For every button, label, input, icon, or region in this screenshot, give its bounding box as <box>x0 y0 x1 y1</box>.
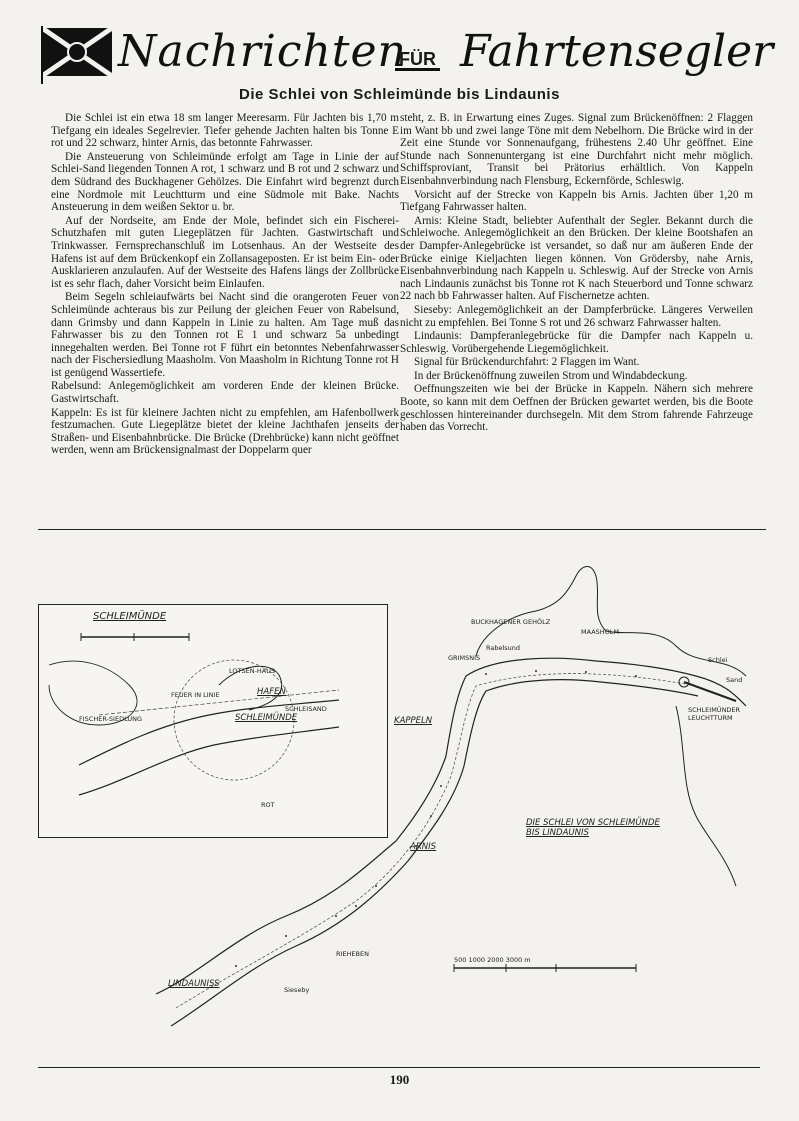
paragraph: Lindaunis: Dampferanlegebrücke für die Dampfer nach Kappeln u. Schleswig. Vorübergehende Liegemöglichkeit. <box>400 330 753 355</box>
map-label-sand: Sand <box>726 676 743 684</box>
map-label-arnis: ARNIS <box>410 842 436 852</box>
paragraph: Oeffnungszeiten wie bei der Brücke in Kappeln. Nähern sich mehrere Boote, so kann mit dem Oeffnen der Brücken gewartet werden, bis die Boote geschlossen hintereinander durchsegeln. Mit dem Strom fahrende Fahrzeuge haben das Vorrecht. <box>400 383 753 434</box>
masthead-title-mid: FÜR <box>395 50 440 71</box>
inset-label-schleimuende: SCHLEIMÜNDE <box>235 713 298 723</box>
inset-map <box>38 604 388 838</box>
paragraph: Vorsicht auf der Strecke von Kappeln bis Arnis. Jachten über 1,20 m Tiefgang Fahrwasser halten. <box>400 188 753 214</box>
map-label-rabelsund: Rabelsund <box>486 644 521 652</box>
paragraph: Signal für Brückendurchfahrt: 2 Flaggen im Want. <box>414 356 640 369</box>
inset-label-lotsenhaus: LOTSEN-HAUS <box>229 667 276 675</box>
masthead <box>40 22 774 92</box>
inset-label-hafen: HAFEN <box>257 687 286 697</box>
text-column-left <box>51 112 399 458</box>
burgee-flag-icon <box>40 22 114 84</box>
page-number: 190 <box>389 1072 410 1087</box>
map-label-kappeln: KAPPELN <box>394 716 433 726</box>
map-title: DIE SCHLEI VON SCHLEIMÜNDE BIS LINDAUNIS <box>526 818 660 838</box>
inset-label-rot: ROT <box>261 801 275 809</box>
paragraph: Auf der Nordseite, am Ende der Mole, befindet sich ein Fischerei-Schutzhafen mit guten Liegeplätzen für Jachten. Gastwirtschaft und Trinkwasser. Fernsprechanschluß im Lotsenhaus. An der Westseite des Hafens ist auf dem Brückenkopf ein Zollansageposten. Er ist beim Ein- oder Ausklarieren anzulaufen. Auf der Westseite des Hafens längs der Zollbrücke ist es sehr flach, daher Vorsicht beim Einlaufen. <box>51 214 399 290</box>
map-label-buckhagen: BUCKHAGENER GEHÖLZ <box>471 618 551 626</box>
article-title: Die Schlei von Schleimünde bis Lindaunis <box>239 86 560 103</box>
map-label-leuchtturm: SCHLEIMÜNDER LEUCHTTURM <box>688 706 741 722</box>
paragraph: Die Schlei ist ein etwa 18 sm langer Meeresarm. Für Jachten bis 1,70 m Tiefgang ein ideales Segelrevier. Tiefer gehende Jachten halten bis Tonne E rot und 22 schwarz, hinter Arnis, das betonnte Fahrwasser. <box>51 112 399 150</box>
map-label-sieseby: Sieseby <box>284 986 310 994</box>
nautical-chart <box>36 556 766 1061</box>
map-label-schlei: Schlei <box>708 656 728 664</box>
paragraph: In der Brückenöffnung zuweilen Strom und Windabdeckung. <box>414 369 688 382</box>
paragraph: Rabelsund: Anlegemöglichkeit am vorderen Ende der kleinen Brücke. Gastwirtschaft. <box>51 380 399 406</box>
masthead-title-left: Nachrichten <box>118 26 407 77</box>
map-scale-label: 500 1000 2000 3000 m <box>454 956 531 964</box>
inset-label-feuer: FEUER IN LINIE <box>171 691 220 699</box>
paragraph: Sieseby: Anlegemöglichkeit an der Dampferbrücke. Längeres Verweilen nicht zu empfehlen. Bei Tonne S rot und 26 schwarz Fahrwasser halten. <box>400 303 753 329</box>
divider-rule <box>38 529 766 530</box>
inset-title: SCHLEIMÜNDE <box>93 611 167 622</box>
inset-label-schleisand: SCHLEISAND <box>285 705 327 713</box>
masthead-title-right: Fahrtensegler <box>460 26 774 77</box>
paragraph: Kappeln: Es ist für kleinere Jachten nicht zu empfehlen, am Hafenbollwerk festzumachen. Gute Liegeplätze bietet der kleine Jachthafen jenseits der Straßen- und Eisenbahnbrücke. Die Brücke (Drehbrücke) kann nicht geöffnet werden, wenn am Brückensignalmast der Doppelarm quer <box>51 406 399 457</box>
text-column-right <box>400 112 753 435</box>
paragraph: steht, z. B. in Erwartung eines Zuges. Signal zum Brückenöffnen: 2 Flaggen im Want bb und zwei lange Töne mit dem Nebelhorn. Die Brücke wird in der Zeit eine Stunde vor Sonnenaufgang, frühestens 2.40 Uhr geöffnet. Eine Stunde nach Sonnenuntergang ist eine Durchfahrt nicht mehr möglich. Schiffsproviant, Transit bei Prätorius erhältlich. Von Kappeln Eisenbahnverbindung nach Flensburg, Eckernförde, Schleswig. <box>400 112 753 187</box>
paragraph: Beim Segeln schleiaufwärts bei Nacht sind die orangeroten Feuer von Schleimünde achteraus bis zur Peilung der gleichen Feuer von Rabelsund, dann Grimsby und dann Kappeln in Linie zu halten. Am Tage muß das Fahrwasser bis zu den Tonnen rot E 1 und schwarz 5a unbedingt innegehalten werden. Bei Tonne rot F führt ein betonntes Nebenfahrwasser nach der Fischersiedlung Maasholm. Von Maasholm in Richtung Tonne rot H ist genügend Wassertiefe. <box>51 291 399 379</box>
footer-rule <box>38 1067 760 1068</box>
paragraph: Die Ansteuerung von Schleimünde erfolgt am Tage in Linie der auf Schlei-Sand liegenden Tonnen A rot, 1 schwarz und B rot und 2 schwarz und dem Südrand des Buckhagener Gehölzes. Die Einfahrt wird begrenzt durch eine Nordmole mit Leuchtturm und eine Südmole mit Bake. Nachts Ansteuerung in dem weißen Sektor u. br. <box>51 150 399 214</box>
map-label-grimsnis: GRIMSNIS <box>448 654 481 662</box>
map-label-lindaunis: LINDAUNISS <box>168 979 220 989</box>
map-label-maasholm: MAASHOLM <box>581 628 620 636</box>
paragraph: Arnis: Kleine Stadt, beliebter Aufenthalt der Segler. Bekannt durch die Schleiwoche. Anlegemöglichkeit an den Brücken. Der kleine Bootshafen an der Dampfer-Anlegebrücke ist versandet, so daß nur am äußeren Ende der Brücke einige Kieljachten liegen können. Von Grödersby, nahe Arnis, Eisenbahnverbindung nach Kappeln u. Schleswig. Auf der Strecke von Arnis nach Lindaunis zunächst bis Tonne rot K nach Steuerbord und Tonne schwarz 22 nach bb Fahrwasser halten. Auf Fischernetze achten. <box>400 214 753 303</box>
map-label-rieheben: RIEHEBEN <box>336 950 369 958</box>
inset-label-fischersiedlung: FISCHER-SIEDLUNG <box>79 715 143 723</box>
